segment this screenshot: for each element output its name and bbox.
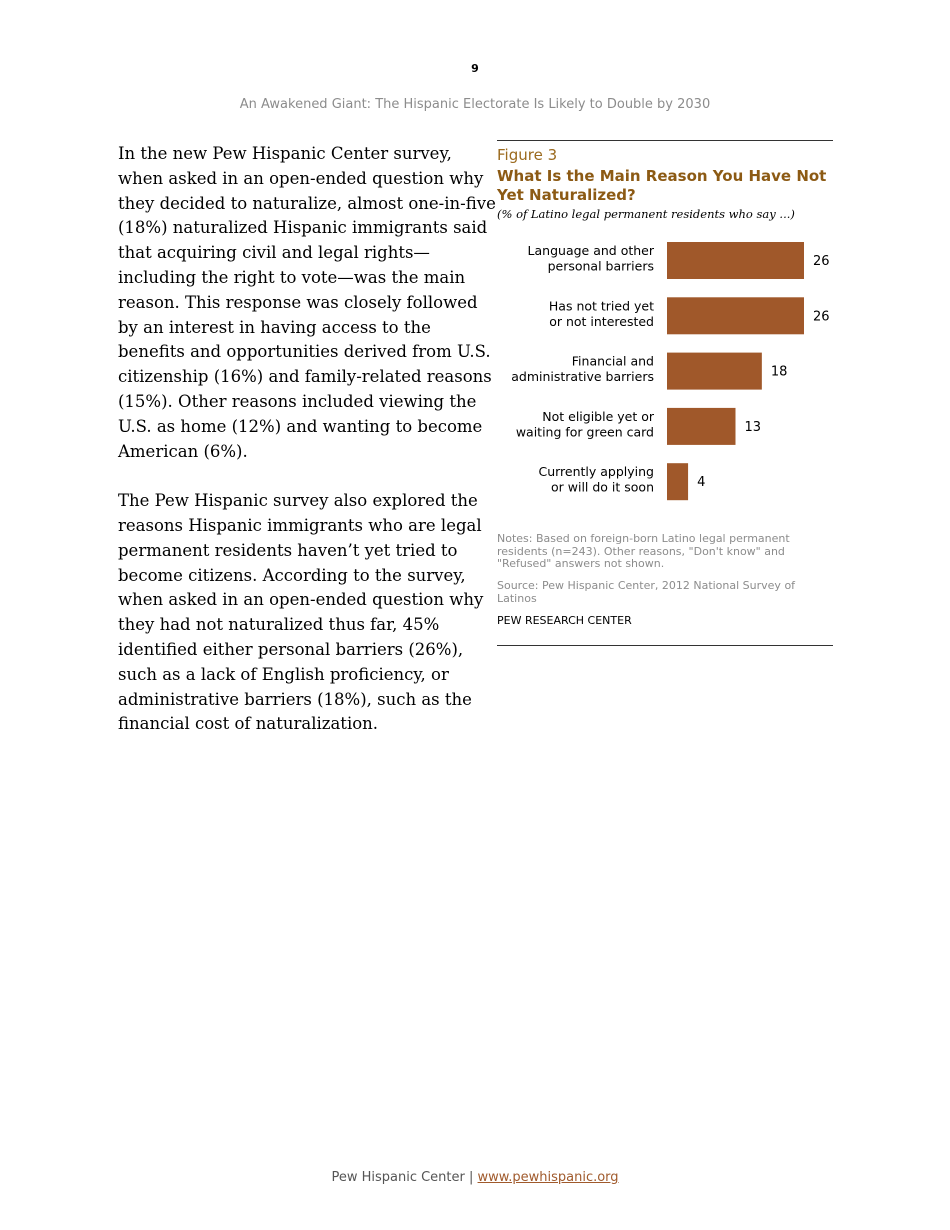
figure-notes: Notes: Based on foreign-born Latino legal permanent residents (n=243). Other reasons, "Don't know" and "Refused" answers not shown. xyxy=(497,532,790,570)
bar xyxy=(667,242,804,279)
bar xyxy=(667,353,762,390)
body-paragraph: The Pew Hispanic survey also explored the reasons Hispanic immigrants who are legal permanent residents haven’t yet tried to become citizens. According to the survey, when asked in an open-ended question why they had not naturalized thus far, 45% identified either personal barriers (26%), such as a lack of English proficiency, or administrative barriers (18%), such as the financial cost of naturalization. xyxy=(118,491,484,734)
category-label: administrative barriers xyxy=(511,369,654,385)
bar-value-label: 4 xyxy=(697,475,706,491)
footer-separator: | xyxy=(469,1170,474,1185)
category-label: or not interested xyxy=(549,313,654,329)
bar-value-label: 26 xyxy=(813,254,830,269)
category-label: personal barriers xyxy=(547,258,654,274)
figure-3 xyxy=(497,140,833,646)
figure-subtitle: (% of Latino legal permanent residents who say ...) xyxy=(497,207,795,221)
bar-value-label: 26 xyxy=(813,309,830,325)
figure-org: PEW RESEARCH CENTER xyxy=(497,614,632,627)
bar-value-label: 18 xyxy=(770,364,788,380)
body-text xyxy=(118,142,496,762)
figure-title: What Is the Main Reason You Have Not Yet Naturalized? xyxy=(497,167,827,204)
bar xyxy=(667,408,736,445)
category-label: Language and other xyxy=(527,243,654,258)
running-header: An Awakened Giant: The Hispanic Electorate Is Likely to Double by 2030 xyxy=(239,97,711,112)
figure-label: Figure 3 xyxy=(497,146,558,164)
footer-org: Pew Hispanic Center xyxy=(331,1170,465,1185)
bar-chart xyxy=(497,237,833,517)
bar-value-label: 13 xyxy=(744,419,762,435)
category-label: Currently applying xyxy=(538,464,654,480)
footer xyxy=(0,1170,950,1185)
category-label: Has not tried yet xyxy=(548,298,654,314)
figure-source: Source: Pew Hispanic Center, 2012 National Survey of Latinos xyxy=(497,579,796,605)
body-paragraph: In the new Pew Hispanic Center survey, when asked in an open-ended question why they decided to naturalize, almost one-in-five (18%) naturalized Hispanic immigrants said that acquiring civil and legal rights—including the right to vote—was the main reason. This response was closely followed by an interest in having access to the benefits and opportunities derived from U.S. citizenship (16%) and family-related reasons (15%). Other reasons included viewing the U.S. as home (12%) and wanting to become American (6%). xyxy=(118,144,496,461)
page-number: 9 xyxy=(471,62,479,75)
bar xyxy=(667,297,804,334)
category-label: waiting for green card xyxy=(515,424,654,440)
footer-link[interactable]: www.pewhispanic.org xyxy=(477,1170,619,1185)
category-label: Financial and xyxy=(571,353,654,369)
category-label: or will do it soon xyxy=(550,479,654,495)
category-label: Not eligible yet or xyxy=(542,408,654,424)
bar xyxy=(667,463,688,500)
